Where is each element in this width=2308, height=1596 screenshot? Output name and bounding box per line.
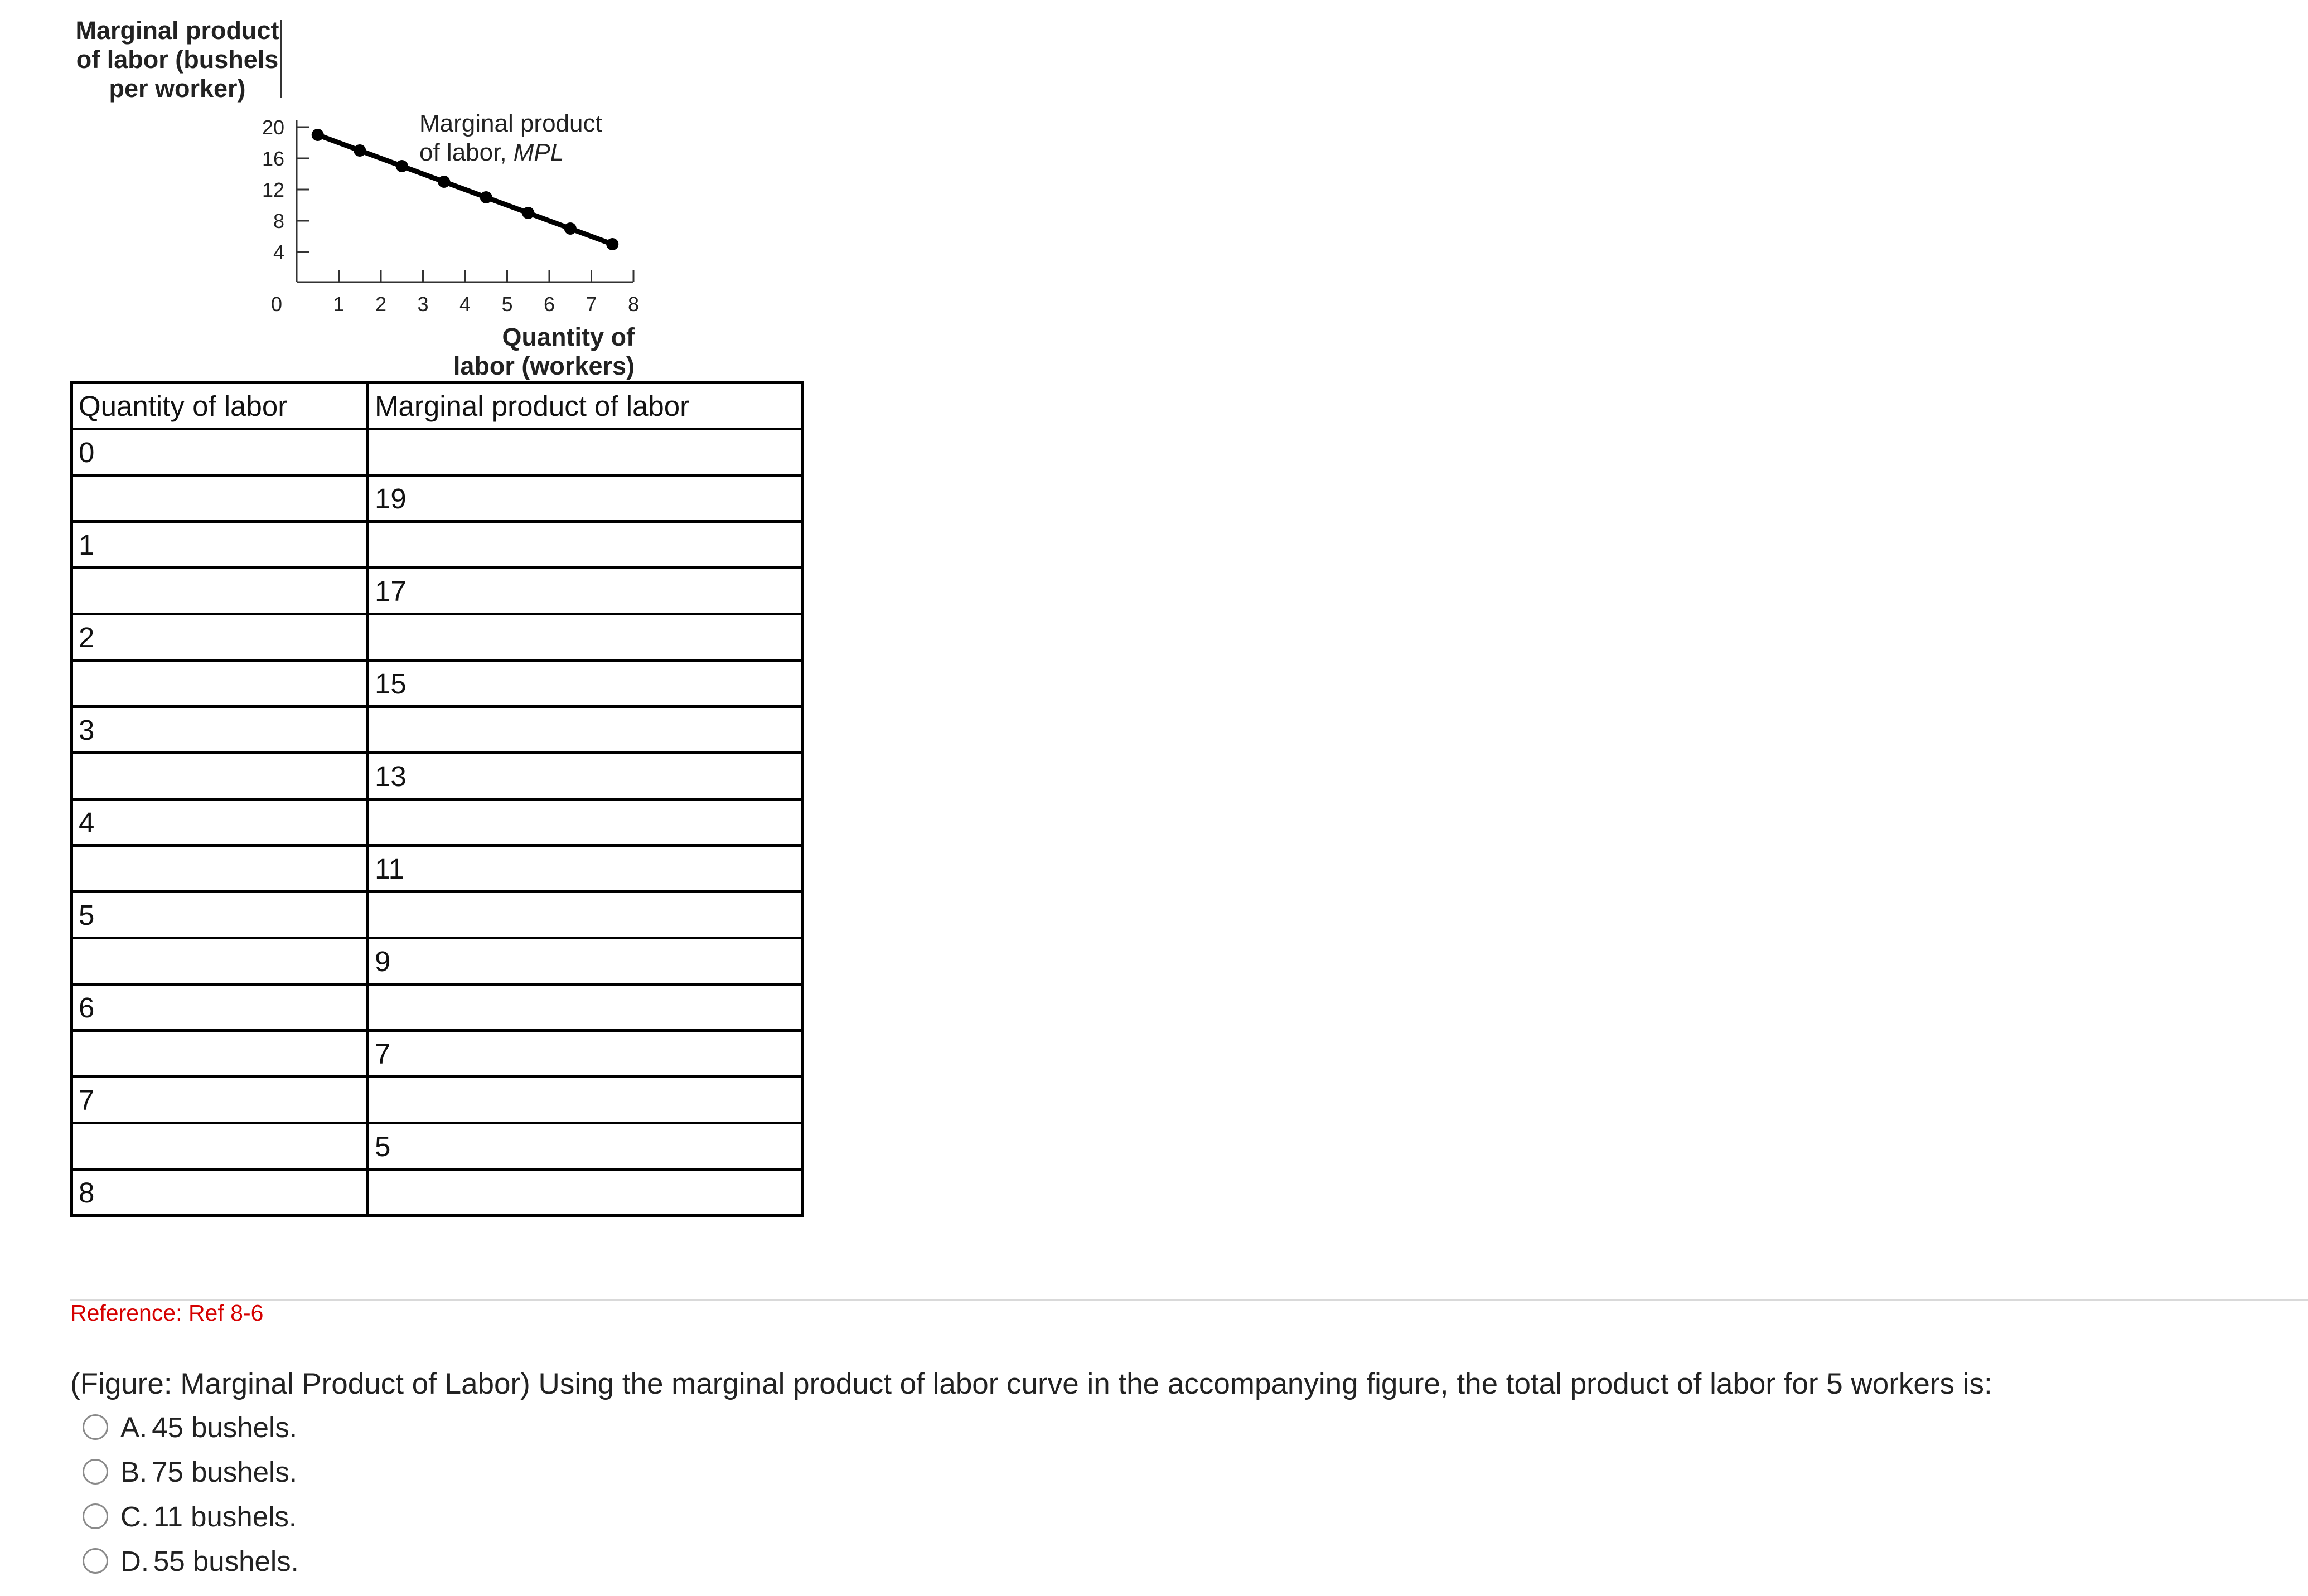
x-axis-label-line: labor (workers) (453, 352, 635, 380)
radio-button[interactable] (83, 1414, 108, 1440)
mpl-cell: 9 (368, 938, 803, 984)
answer-options (83, 1405, 299, 1583)
table-row (72, 1077, 803, 1123)
mpl-chart (0, 0, 836, 390)
option-text: 45 bushels. (152, 1411, 298, 1443)
y-tick-label: 16 (262, 147, 284, 170)
y-tick-label: 8 (273, 210, 284, 232)
quantity-cell: 2 (72, 614, 368, 661)
table-header-row (72, 383, 803, 429)
mpl-table (70, 381, 804, 1217)
mpl-cell: 7 (368, 1031, 803, 1077)
radio-button[interactable] (83, 1548, 108, 1574)
y-tick-label: 20 (262, 116, 284, 139)
mpl-cell (368, 984, 803, 1031)
quantity-cell: 5 (72, 892, 368, 938)
mpl-point (312, 129, 324, 141)
quantity-cell: 3 (72, 707, 368, 753)
mpl-cell (368, 892, 803, 938)
table-row (72, 846, 803, 892)
x-tick-label: 5 (501, 293, 513, 316)
y-axis-label-line: Marginal product (75, 16, 279, 45)
option-letter: B. (120, 1456, 148, 1488)
x-tick-label: 6 (543, 293, 555, 316)
option-text: 75 bushels. (152, 1456, 298, 1488)
table-row (72, 892, 803, 938)
mpl-point (396, 160, 408, 172)
table-row (72, 522, 803, 568)
separator-line (70, 1299, 2308, 1301)
table-row (72, 984, 803, 1031)
mpl-cell: 5 (368, 1123, 803, 1170)
quantity-cell (72, 846, 368, 892)
x-axis-ticks (271, 270, 639, 316)
series-label-italic: MPL (513, 139, 564, 166)
x-axis-label-line: Quantity of (502, 323, 635, 351)
table-header-cell: Quantity of labor (72, 383, 368, 429)
mpl-point (522, 207, 534, 219)
quantity-cell (72, 1031, 368, 1077)
mpl-cell: 17 (368, 568, 803, 614)
series-label (419, 110, 602, 166)
x-tick-label: 0 (270, 293, 283, 316)
x-tick-label: 8 (627, 293, 640, 316)
mpl-cell: 15 (368, 661, 803, 707)
y-axis-ticks (262, 116, 309, 264)
mpl-cell (368, 707, 803, 753)
quantity-cell: 0 (72, 429, 368, 476)
mpl-cell (368, 614, 803, 661)
y-axis-label-line: of labor (bushels (76, 45, 279, 74)
radio-button[interactable] (83, 1459, 108, 1485)
question-text: (Figure: Marginal Product of Labor) Using the marginal product of labor curve in the accompanying figure, the total product of labor for 5 workers is: (70, 1367, 1992, 1400)
quantity-cell: 7 (72, 1077, 368, 1123)
quantity-cell (72, 938, 368, 984)
table-row (72, 476, 803, 522)
quantity-cell: 4 (72, 799, 368, 846)
series-label-line: Marginal product (419, 110, 602, 137)
mpl-point (438, 176, 450, 188)
quantity-cell (72, 568, 368, 614)
reference-text: Reference: Ref 8-6 (70, 1300, 264, 1326)
quantity-cell: 1 (72, 522, 368, 568)
radio-button[interactable] (83, 1503, 108, 1529)
option-letter: C. (120, 1500, 149, 1532)
series-label-line (419, 139, 564, 166)
answer-option[interactable] (83, 1539, 299, 1583)
quantity-cell (72, 753, 368, 799)
mpl-cell: 13 (368, 753, 803, 799)
table-row (72, 753, 803, 799)
table-row (72, 661, 803, 707)
answer-option[interactable] (83, 1405, 299, 1449)
mpl-cell (368, 522, 803, 568)
quantity-cell (72, 1123, 368, 1170)
table-row (72, 799, 803, 846)
y-tick-label: 4 (273, 241, 284, 264)
option-letter: D. (120, 1545, 149, 1577)
table-row (72, 938, 803, 984)
table-row (72, 1031, 803, 1077)
option-text: 55 bushels. (153, 1545, 299, 1577)
mpl-point (354, 144, 366, 157)
mpl-cell (368, 429, 803, 476)
x-tick-label: 1 (333, 293, 345, 316)
mpl-cell (368, 1170, 803, 1216)
table-header-cell: Marginal product of labor (368, 383, 803, 429)
x-tick-label: 7 (586, 293, 597, 316)
quantity-cell (72, 476, 368, 522)
mpl-point (606, 238, 618, 250)
y-axis-label-line: per worker) (109, 74, 246, 103)
mpl-point (564, 222, 577, 235)
x-tick-label: 2 (375, 293, 387, 316)
table-row (72, 1170, 803, 1216)
quantity-cell: 6 (72, 984, 368, 1031)
mpl-cell (368, 799, 803, 846)
quantity-cell: 8 (72, 1170, 368, 1216)
mpl-cell: 11 (368, 846, 803, 892)
table-row (72, 568, 803, 614)
series-label-text: of labor, (419, 139, 514, 166)
answer-option[interactable] (83, 1449, 299, 1494)
mpl-cell (368, 1077, 803, 1123)
mpl-point (480, 191, 492, 203)
table-row (72, 707, 803, 753)
x-tick-label: 3 (417, 293, 429, 316)
table-row (72, 614, 803, 661)
x-tick-label: 4 (459, 293, 471, 316)
table-row (72, 429, 803, 476)
table-row (72, 1123, 803, 1170)
option-letter: A. (120, 1411, 148, 1443)
x-axis-label (453, 323, 635, 380)
mpl-cell: 19 (368, 476, 803, 522)
y-tick-label: 12 (262, 178, 284, 201)
y-axis-label (75, 16, 279, 103)
option-text: 11 bushels. (153, 1500, 297, 1532)
answer-option[interactable] (83, 1494, 299, 1539)
quantity-cell (72, 661, 368, 707)
